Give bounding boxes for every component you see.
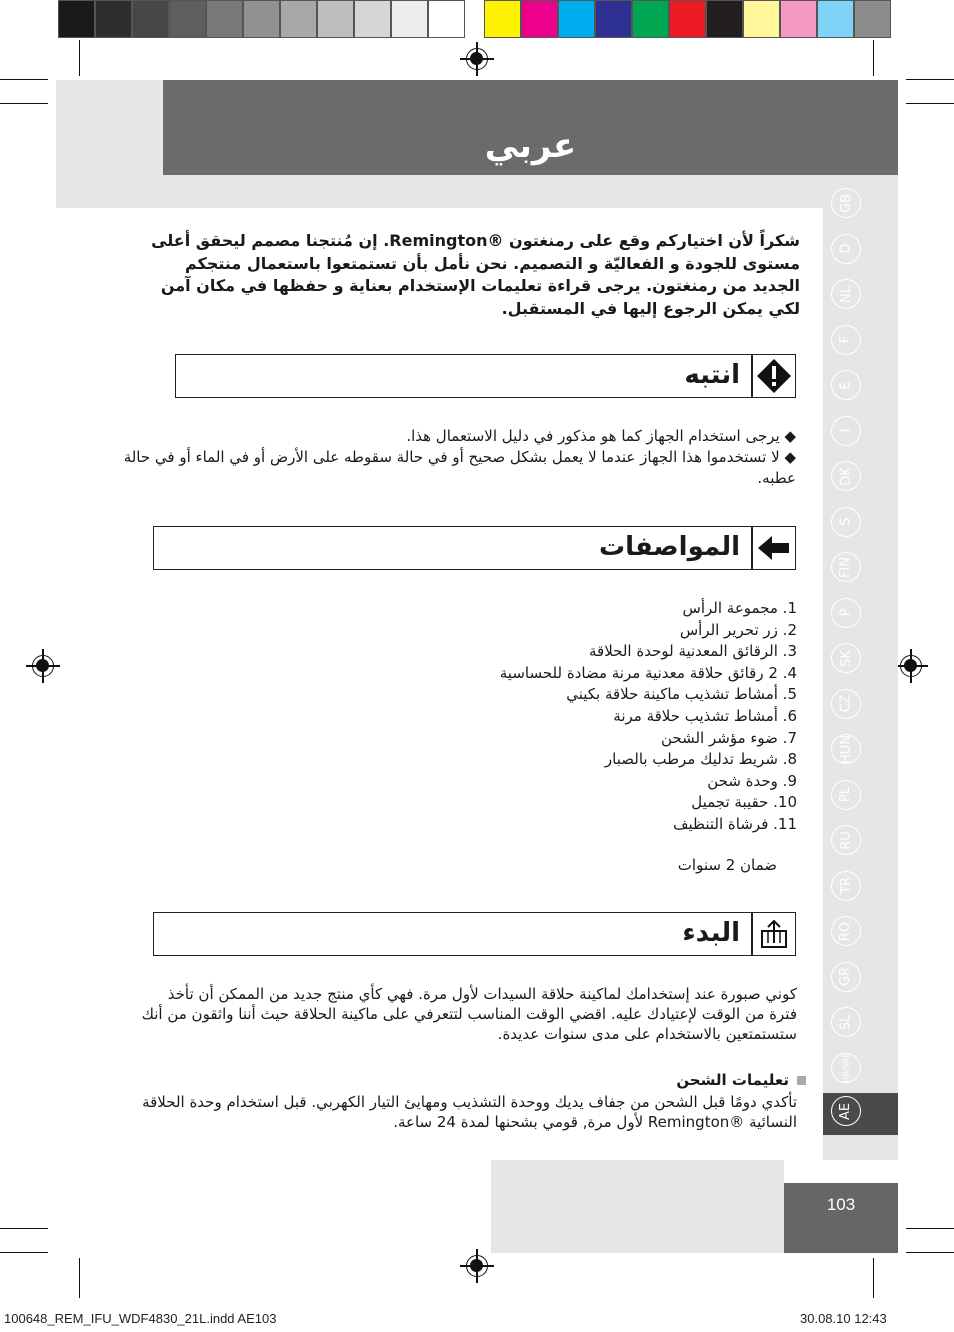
language-tab-d bbox=[831, 234, 861, 264]
warning-title: انتبه bbox=[684, 360, 740, 390]
language-tab-label: GB bbox=[838, 193, 854, 213]
cmyk-color-bar bbox=[484, 0, 891, 38]
page-title: عربي bbox=[484, 126, 577, 166]
registration-mark-icon bbox=[466, 1255, 488, 1277]
crop-mark bbox=[79, 40, 80, 76]
list-item: 3. الرقائق المعدنية لوحدة الحلاقة bbox=[589, 642, 797, 661]
crop-mark bbox=[0, 103, 48, 104]
color-swatch bbox=[317, 0, 354, 38]
intro-paragraph: شكراً لأن اختياركم وقع على رمنغتون ®Remington. إن مُنتجنا مصمم ليحقق أعلى مستوى للجودة و الفعاليّة و التصميم. نحن نأمل بأن تستمتعوا باستعمال منتجكم الجديد من رمنغتون. يرجى قراءة تعليمات الإستخدام بعناية و حفظها في مكان آمن لكي يمكن الرجوع إليها في المستقبل. bbox=[151, 231, 800, 318]
language-tab-label: S bbox=[838, 517, 854, 526]
footer-date: 30.08.10 12:43 bbox=[800, 1311, 887, 1326]
crop-mark bbox=[0, 1252, 48, 1253]
color-swatch bbox=[206, 0, 243, 38]
color-swatch bbox=[632, 0, 669, 38]
crop-mark bbox=[79, 1258, 80, 1298]
language-tab-s bbox=[831, 507, 861, 537]
color-swatch bbox=[817, 0, 854, 38]
language-tab-i bbox=[831, 416, 861, 446]
language-tab-label: CZ bbox=[838, 694, 854, 713]
registration-mark-icon bbox=[900, 655, 922, 677]
features-list bbox=[300, 598, 797, 836]
list-item: 6. أمشاط تشذيب حلاقة مرنة bbox=[613, 706, 797, 725]
color-swatch bbox=[558, 0, 595, 38]
color-swatch bbox=[669, 0, 706, 38]
color-swatch bbox=[780, 0, 817, 38]
crop-mark bbox=[906, 1228, 954, 1229]
language-tab-label: HR/SRB bbox=[841, 1052, 851, 1083]
crop-mark bbox=[0, 1228, 48, 1229]
crop-mark bbox=[0, 79, 48, 80]
charging-subheading: تعليمات الشحن bbox=[440, 1071, 806, 1089]
language-tab-label: GR bbox=[838, 966, 854, 987]
list-item: 2. زر تحرير الرأس bbox=[679, 620, 797, 639]
warranty-text: ضمان 2 سنوات bbox=[677, 856, 777, 874]
exclamation-icon bbox=[752, 354, 796, 398]
color-swatch bbox=[521, 0, 558, 38]
language-tab-label: SK bbox=[838, 649, 854, 667]
color-swatch bbox=[132, 0, 169, 38]
language-tab-label: E bbox=[838, 380, 854, 390]
list-item: 11. فرشاة التنظيف bbox=[673, 814, 797, 833]
features-title: المواصفات bbox=[598, 532, 740, 562]
language-tab-label: NL bbox=[838, 285, 854, 303]
language-tab-label: P bbox=[838, 608, 854, 617]
language-tab-gr bbox=[831, 962, 861, 992]
language-tab-hr-srb bbox=[831, 1053, 861, 1083]
language-tab-ae bbox=[831, 1096, 861, 1126]
language-tab-sk bbox=[831, 643, 861, 673]
getting-started-title: البدء bbox=[682, 918, 740, 948]
language-tab-sl bbox=[831, 1007, 861, 1037]
page-number: 103 bbox=[826, 1195, 856, 1214]
language-tab-hun bbox=[831, 734, 861, 764]
language-tab-label: D bbox=[838, 243, 854, 254]
crop-mark bbox=[873, 40, 874, 76]
gray-color-bar bbox=[58, 0, 465, 38]
color-swatch bbox=[706, 0, 743, 38]
language-tab-dk bbox=[831, 461, 861, 491]
color-swatch bbox=[854, 0, 891, 38]
language-tab-nl bbox=[831, 279, 861, 309]
crop-mark bbox=[906, 1252, 954, 1253]
registration-mark-icon bbox=[466, 48, 488, 70]
language-tab-label: PL bbox=[838, 786, 854, 803]
crop-mark bbox=[906, 79, 954, 80]
crop-mark bbox=[873, 1258, 874, 1298]
list-item: 10. حقيبة تجميل bbox=[691, 793, 797, 812]
color-swatch bbox=[391, 0, 428, 38]
color-swatch bbox=[243, 0, 280, 38]
footer-file-info: 100648_REM_IFU_WDF4830_21L.indd AE103 bbox=[4, 1311, 277, 1326]
page-number-box bbox=[784, 1183, 898, 1253]
color-swatch bbox=[354, 0, 391, 38]
language-tab-label: FIN bbox=[838, 556, 854, 578]
box-arrow-up-icon bbox=[752, 912, 796, 956]
warning-item: ◆ يرجى استخدام الجهاز كما هو مذكور في دليل الاستعمال هذا. bbox=[406, 427, 796, 445]
list-item: 5. أمشاط تشذيب ماكينة حلاقة بكيني bbox=[566, 685, 797, 704]
language-tab-gb bbox=[831, 188, 861, 218]
language-tab-cz bbox=[831, 689, 861, 719]
language-tab-label: TR bbox=[838, 877, 854, 894]
language-tab-label: F bbox=[838, 335, 854, 344]
color-swatch bbox=[95, 0, 132, 38]
language-tab-label: DK bbox=[838, 466, 854, 486]
color-swatch bbox=[280, 0, 317, 38]
color-swatch bbox=[169, 0, 206, 38]
getting-started-paragraph: كوني صبورة عند إستخدامك لماكينة حلاقة السيدات لأول مرة. فهي كأي منتج جديد من الممكن أن تأخذ فترة من الوقت لإعتيادك عليه. اقضي الوقت المناسب لتتعرفي على ماكينة الحلاقة حيث أننا واثقون من أنك ستستمتعين بالاستخدام على مدى سنوات عديدة. bbox=[141, 985, 797, 1043]
language-tab-label: SL bbox=[838, 1014, 854, 1030]
color-swatch bbox=[58, 0, 95, 38]
language-tab-label: RO bbox=[838, 921, 854, 941]
list-item: 4. 2 رقائق حلاقة معدنية مرنة مضادة للحساسية bbox=[499, 663, 797, 682]
language-tab-e bbox=[831, 370, 861, 400]
warning-item: ◆ لا تستخدموا هذا الجهاز عندما لا يعمل بشكل صحيح أو في حالة سقوطه على الأرض أو في الماء أو في حالة عطبه. bbox=[123, 448, 796, 487]
crop-mark bbox=[906, 103, 954, 104]
language-tab-ro bbox=[831, 916, 861, 946]
language-tab-label: I bbox=[838, 428, 854, 433]
registration-mark-icon bbox=[32, 655, 54, 677]
list-item: 8. شريط تدليك مرطب بالصبار bbox=[604, 750, 797, 769]
language-tab-label: RU bbox=[838, 830, 854, 850]
list-item: 1. مجموعة الرأس bbox=[682, 599, 797, 617]
language-tab-ru bbox=[831, 825, 861, 855]
color-swatch bbox=[484, 0, 521, 38]
color-swatch bbox=[743, 0, 780, 38]
language-tab-fin bbox=[831, 552, 861, 582]
language-tab-label: HUN bbox=[838, 734, 854, 764]
language-tab-tr bbox=[831, 871, 861, 901]
charging-paragraph: تأكدي دومًا قبل الشحن من جفاف يديك ووحدة التشذيب ومهايئ التيار الكهربي. قبل استخدام وحدة الحلاقة النسائية ®Remington لأول مرة, قومي بشحنها لمدة 24 ساعة. bbox=[142, 1093, 797, 1131]
footer-background bbox=[491, 1160, 784, 1253]
color-swatch bbox=[595, 0, 632, 38]
language-tab-f bbox=[831, 325, 861, 355]
language-tab-p bbox=[831, 598, 861, 628]
bullet-square-icon bbox=[797, 1076, 806, 1085]
list-item: 9. وحدة شحن bbox=[707, 771, 797, 790]
language-tab-pl bbox=[831, 780, 861, 810]
warning-list bbox=[120, 426, 796, 489]
color-swatch bbox=[428, 0, 465, 38]
list-item: 7. ضوء مؤشر الشحن bbox=[660, 728, 797, 747]
arrow-left-icon bbox=[752, 526, 796, 570]
language-tab-label: AE bbox=[838, 1102, 854, 1120]
